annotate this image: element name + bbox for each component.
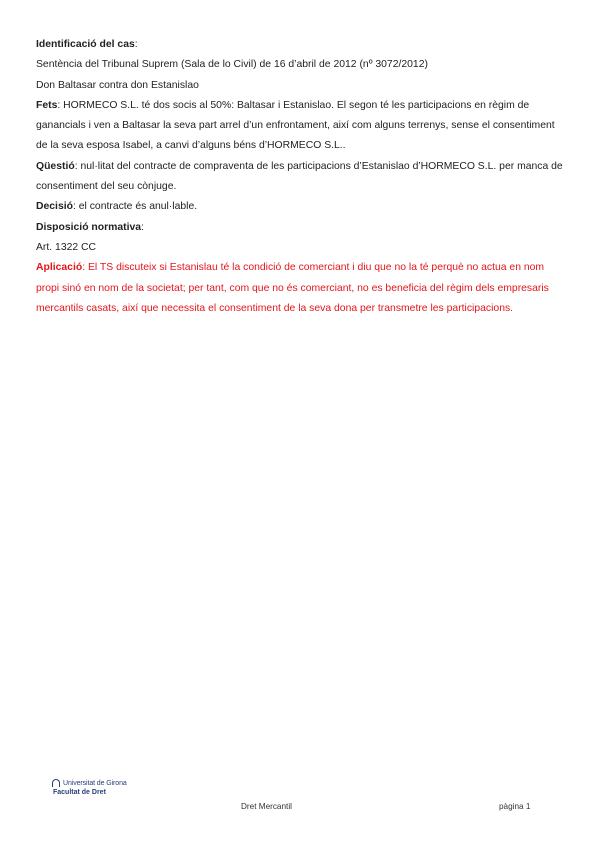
aplicacio-label: Aplicació xyxy=(36,262,83,274)
decisio-label: Decisió xyxy=(36,201,73,213)
questio-text: : nul·litat del contracte de compraventa de les participacions d’Estanislao d’HORMECO S.L. per manca de consentiment del seu cònjuge. xyxy=(36,160,563,193)
case-id-label: Identificació del cas xyxy=(36,39,135,50)
parties: Don Baltasar contra don Estanislao xyxy=(36,79,199,91)
disposicio-text: Art. 1322 CC xyxy=(36,241,97,253)
university-emblem-icon xyxy=(52,779,61,788)
disposicio-label: Disposició normativa xyxy=(36,221,142,233)
logo-university-text: Universitat de Girona xyxy=(63,780,127,787)
footer-course-title: Dret Mercantil xyxy=(241,802,292,811)
questio-label: Qüestió xyxy=(36,160,75,172)
fets-paragraph xyxy=(36,96,566,157)
case-identification-heading: Identificació del cas: xyxy=(36,39,138,50)
questio-paragraph xyxy=(36,157,566,198)
decisio-paragraph xyxy=(36,197,566,217)
fets-text: : HORMECO S.L. té dos socis al 50%: Baltasar i Estanislao. El segon té les participacions en règim de ganancials i ven a Baltasar la seva part arrel d’un enfrontament, així com alguns terrenys, sense el consentiment de la seva esposa Isabel, a canvi d’alguns béns d’HORMECO S.L.. xyxy=(36,99,555,152)
university-logo xyxy=(52,779,132,797)
disposicio-heading: Disposició normativa: xyxy=(36,221,144,233)
sentence-reference: Sentència del Tribunal Suprem (Sala de lo Civil) de 16 d’abril de 2012 (nº 3072/2012) xyxy=(36,59,428,71)
aplicacio-text: : El TS discuteix si Estanislau té la condició de comerciant i diu que no la té perquè no actua en nom propi sinó en nom de la societat; per tant, com que no és comerciant, no es beneficia del règim dels empresaris mercantils casats, així que necessita el consentiment de la seva dona per transmetre les participacions. xyxy=(36,262,549,314)
document-body xyxy=(36,35,566,319)
decisio-text: : el contracte és anul·lable. xyxy=(72,201,198,213)
aplicacio-paragraph xyxy=(36,258,566,319)
fets-label: Fets xyxy=(36,99,58,111)
footer-page-number: pàgina 1 xyxy=(499,802,531,811)
logo-faculty-text: Facultat de Dret xyxy=(53,789,106,796)
logo-mark xyxy=(52,779,132,788)
